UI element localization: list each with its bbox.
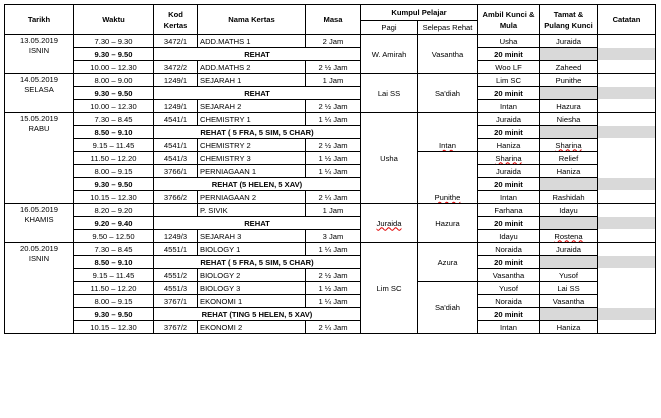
masa-cell: 1 ¼ Jam: [306, 165, 361, 178]
kod-cell: 1249/1: [154, 74, 198, 87]
waktu-cell: 9.30 – 9.50: [74, 48, 154, 61]
kod-cell: 4551/2: [154, 269, 198, 282]
table-row: [5, 87, 656, 100]
masa-cell: 20 minit: [478, 217, 540, 230]
date-text: 14.05.2019: [19, 75, 58, 84]
masa-cell: 2 ½ Jam: [306, 139, 361, 152]
day-text: ISNIN: [28, 46, 50, 55]
masa-cell: 1 ½ Jam: [306, 152, 361, 165]
date-cell: [5, 243, 74, 334]
nama-cell: CHEMISTRY 3: [198, 152, 306, 165]
ambil-cell: Intan: [478, 100, 540, 113]
nama-cell: PERNIAGAAN 1: [198, 165, 306, 178]
waktu-cell: 8.50 – 9.10: [74, 126, 154, 139]
waktu-cell: 8.50 – 9.10: [74, 256, 154, 269]
ambil-cell: Farhana: [478, 204, 540, 217]
table-row: [5, 256, 656, 269]
nama-cell: PERNIAGAAN 2: [198, 191, 306, 204]
table-row: [5, 321, 656, 334]
header-pagi: Pagi: [361, 21, 418, 35]
kod-cell: 3472/1: [154, 35, 198, 48]
masa-cell: 1 ¼ Jam: [306, 243, 361, 256]
tamat-cell: Yusof: [540, 269, 598, 282]
table-row: [5, 165, 656, 178]
ambil-cell: Usha: [478, 35, 540, 48]
rehat-shade: [540, 126, 656, 139]
day-text: SELASA: [24, 85, 54, 94]
table-row: [5, 100, 656, 113]
kod-cell: 3766/2: [154, 191, 198, 204]
masa-cell: 2 ¼ Jam: [306, 321, 361, 334]
table-row: [5, 230, 656, 243]
tamat-cell: Lai SS: [540, 282, 598, 295]
tamat-cell: Haniza: [540, 321, 598, 334]
masa-cell: 20 minit: [478, 256, 540, 269]
nama-cell: BIOLOGY 2: [198, 269, 306, 282]
waktu-cell: 11.50 – 12.20: [74, 282, 154, 295]
tamat-text: Rostena: [554, 231, 583, 241]
rehat-shade: [540, 217, 656, 230]
table-row: [5, 152, 656, 165]
waktu-cell: 10.15 – 12.30: [74, 191, 154, 204]
masa-cell: 20 minit: [478, 308, 540, 321]
date-text: 13.05.2019: [19, 36, 58, 45]
header-masa: Masa: [306, 5, 361, 35]
date-cell: [5, 113, 74, 204]
kod-cell: 4541/1: [154, 113, 198, 126]
header-nama-kertas: Nama Kertas: [198, 5, 306, 35]
kod-cell: 3766/1: [154, 165, 198, 178]
ambil-cell: Lim SC: [478, 74, 540, 87]
tamat-cell: Rashidah: [540, 191, 598, 204]
waktu-cell: 8.00 – 9.15: [74, 295, 154, 308]
tamat-cell: [540, 230, 598, 243]
table-row: [5, 48, 656, 61]
table-row: [5, 269, 656, 282]
date-text: 16.05.2019: [19, 205, 58, 214]
waktu-cell: 10.00 – 12.30: [74, 100, 154, 113]
table-row: [5, 126, 656, 139]
selepas-cell: Vasantha: [418, 35, 478, 74]
rehat-shade: [540, 178, 656, 191]
tamat-cell: Vasantha: [540, 295, 598, 308]
kod-cell: 4551/1: [154, 243, 198, 256]
selepas-cell: Hazura: [418, 204, 478, 243]
masa-cell: 20 minit: [478, 87, 540, 100]
day-text: ISNIN: [28, 254, 50, 263]
waktu-cell: 7.30 – 9.30: [74, 35, 154, 48]
nama-cell: CHEMISTRY 2: [198, 139, 306, 152]
ambil-cell: Yusof: [478, 282, 540, 295]
header-ambil-kunci: Ambil Kunci & Mula: [478, 5, 540, 35]
nama-cell: CHEMISTRY 1: [198, 113, 306, 126]
nama-cell: BIOLOGY 3: [198, 282, 306, 295]
waktu-cell: 7.30 – 8.45: [74, 113, 154, 126]
ambil-text: Sharina: [495, 153, 522, 163]
rehat-cell: REHAT: [154, 217, 361, 230]
pagi-cell: W. Amirah: [361, 35, 418, 74]
waktu-cell: 7.30 – 8.45: [74, 243, 154, 256]
rehat-cell: REHAT: [154, 87, 361, 100]
date-cell: [5, 35, 74, 74]
nama-cell: EKONOMI 2: [198, 321, 306, 334]
tamat-cell: Idayu: [540, 204, 598, 217]
tamat-cell: Zaheed: [540, 61, 598, 74]
ambil-cell: Woo LF: [478, 61, 540, 74]
waktu-cell: 8.20 – 9.20: [74, 204, 154, 217]
pagi-cell: Usha: [361, 113, 418, 204]
rehat-shade: [540, 87, 656, 100]
masa-cell: 1 Jam: [306, 204, 361, 217]
selepas-text: Intan: [439, 141, 456, 150]
ambil-cell: Juraida: [478, 113, 540, 126]
table-row: [5, 282, 656, 295]
masa-cell: 1 ¼ Jam: [306, 295, 361, 308]
date-text: 15.05.2019: [19, 114, 58, 123]
table-row: [5, 308, 656, 321]
date-text: 20.05.2019: [19, 244, 58, 253]
header-catatan: Catatan: [598, 5, 656, 35]
selepas-cell: [418, 152, 478, 204]
rehat-shade: [540, 48, 656, 61]
waktu-cell: 9.20 – 9.40: [74, 217, 154, 230]
kod-cell: [154, 204, 198, 217]
pagi-cell: Lim SC: [361, 243, 418, 334]
ambil-cell: Intan: [478, 191, 540, 204]
rehat-shade: [540, 256, 656, 269]
masa-cell: 1 ¼ Jam: [306, 113, 361, 126]
table-row: [5, 139, 656, 152]
nama-cell: ADD.MATHS 2: [198, 61, 306, 74]
kod-cell: 3472/2: [154, 61, 198, 74]
masa-cell: 20 minit: [478, 48, 540, 61]
table-row: [5, 191, 656, 204]
ambil-cell: Juraida: [478, 165, 540, 178]
table-row: [5, 204, 656, 217]
rehat-cell: REHAT ( 5 FRA, 5 SIM, 5 CHAR): [154, 126, 361, 139]
waktu-cell: 9.30 – 9.50: [74, 308, 154, 321]
table-row: [5, 74, 656, 87]
nama-cell: P. SIVIK: [198, 204, 306, 217]
header-tamat-pulang: Tamat & Pulang Kunci: [540, 5, 598, 35]
table-row: [5, 35, 656, 48]
tamat-cell: [540, 139, 598, 152]
rehat-cell: REHAT (TING 5 HELEN, 5 XAV): [154, 308, 361, 321]
day-text: RABU: [28, 124, 50, 133]
waktu-cell: 9.15 – 11.45: [74, 139, 154, 152]
tamat-cell: Juraida: [540, 35, 598, 48]
ambil-cell: Noraida: [478, 295, 540, 308]
table-row: [5, 61, 656, 74]
selepas-text: Punithe: [434, 193, 461, 202]
masa-cell: 20 minit: [478, 178, 540, 191]
waktu-cell: 11.50 – 12.20: [74, 152, 154, 165]
kod-cell: 1249/3: [154, 230, 198, 243]
header-waktu: Waktu: [74, 5, 154, 35]
tamat-cell: Relief: [540, 152, 598, 165]
waktu-cell: 9.15 – 11.45: [74, 269, 154, 282]
ambil-cell: Haniza: [478, 139, 540, 152]
kod-cell: 1249/1: [154, 100, 198, 113]
waktu-cell: 10.15 – 12.30: [74, 321, 154, 334]
ambil-cell: Intan: [478, 321, 540, 334]
masa-cell: 3 Jam: [306, 230, 361, 243]
day-text: KHAMIS: [24, 215, 54, 224]
masa-cell: 20 minit: [478, 126, 540, 139]
kod-cell: 4541/1: [154, 139, 198, 152]
tamat-cell: Punithe: [540, 74, 598, 87]
nama-cell: SEJARAH 2: [198, 100, 306, 113]
selepas-cell: Azura: [418, 243, 478, 282]
kod-cell: 3767/2: [154, 321, 198, 334]
waktu-cell: 9.30 – 9.50: [74, 87, 154, 100]
selepas-cell: [418, 113, 478, 152]
waktu-cell: 9.50 – 12.50: [74, 230, 154, 243]
pagi-cell: Lai SS: [361, 74, 418, 113]
header-kumpul-pelajar: Kumpul Pelajar: [361, 5, 478, 21]
masa-cell: 1 ½ Jam: [306, 282, 361, 295]
rehat-shade: [540, 308, 656, 321]
header-selepas-rehat: Selepas Rehat: [418, 21, 478, 35]
masa-cell: 2 ½ Jam: [306, 100, 361, 113]
nama-cell: ADD.MATHS 1: [198, 35, 306, 48]
date-cell: [5, 74, 74, 113]
rehat-cell: REHAT ( 5 FRA, 5 SIM, 5 CHAR): [154, 256, 361, 269]
masa-cell: 2 ¼ Jam: [306, 191, 361, 204]
date-cell: [5, 204, 74, 243]
tamat-cell: Haniza: [540, 165, 598, 178]
selepas-cell: Sa'diah: [418, 282, 478, 334]
nama-cell: EKONOMI 1: [198, 295, 306, 308]
ambil-cell: Vasantha: [478, 269, 540, 282]
pagi-text: Juraida: [376, 218, 402, 228]
header-kod-kertas: Kod Kertas: [154, 5, 198, 35]
kod-cell: 4551/3: [154, 282, 198, 295]
table-row: [5, 243, 656, 256]
table-row: [5, 217, 656, 230]
waktu-cell: 8.00 – 9.00: [74, 74, 154, 87]
tamat-cell: Hazura: [540, 100, 598, 113]
ambil-cell: Idayu: [478, 230, 540, 243]
table-row: [5, 295, 656, 308]
tamat-cell: Niesha: [540, 113, 598, 126]
waktu-cell: 9.30 – 9.50: [74, 178, 154, 191]
header-tarikh: Tarikh: [5, 5, 74, 35]
rehat-cell: REHAT (5 HELEN, 5 XAV): [154, 178, 361, 191]
pagi-cell: [361, 204, 418, 243]
nama-cell: BIOLOGY 1: [198, 243, 306, 256]
tamat-text: Sharina: [555, 140, 582, 150]
nama-cell: SEJARAH 3: [198, 230, 306, 243]
masa-cell: 1 Jam: [306, 74, 361, 87]
kod-cell: 3767/1: [154, 295, 198, 308]
kod-cell: 4541/3: [154, 152, 198, 165]
waktu-cell: 10.00 – 12.30: [74, 61, 154, 74]
ambil-cell: [478, 152, 540, 165]
nama-cell: SEJARAH 1: [198, 74, 306, 87]
masa-cell: 2 ½ Jam: [306, 61, 361, 74]
masa-cell: 2 ½ Jam: [306, 269, 361, 282]
selepas-cell: Sa'diah: [418, 74, 478, 113]
table-row: [5, 178, 656, 191]
masa-cell: 2 Jam: [306, 35, 361, 48]
waktu-cell: 8.00 – 9.15: [74, 165, 154, 178]
ambil-cell: Noraida: [478, 243, 540, 256]
rehat-cell: REHAT: [154, 48, 361, 61]
exam-schedule-table: [4, 4, 656, 334]
table-row: [5, 113, 656, 126]
tamat-cell: Juraida: [540, 243, 598, 256]
